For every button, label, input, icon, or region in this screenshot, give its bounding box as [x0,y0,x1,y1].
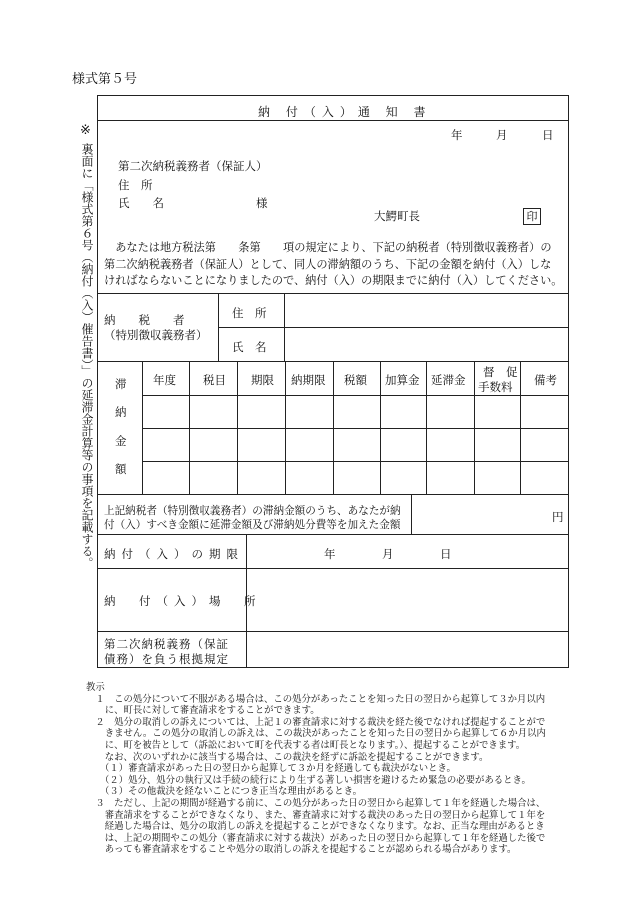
arrears-label-2: 納 [115,405,127,419]
note-mark: ※ [80,123,91,138]
taxpayer-name-label: 氏 名 [232,340,267,354]
col-period: 期限 [251,373,274,387]
amount-line-2: 付（入）すべき金額に延滞金額及び滞納処分費等を加えた金額 [104,519,401,531]
recipient-heading: 第二次納税義務者（保証人） [118,159,268,173]
note-line: （１）審査請求があった日の翌日から起算して３か月を経過しても裁決がないとき。 [86,763,456,775]
deadline-month: 月 [382,547,394,561]
arrears-label-3: 金 [115,434,127,448]
amount-unit: 円 [552,510,564,524]
taxpayer-label: 納 税 者 [104,313,185,327]
body-line-1: あなたは地方税法第 条第 項の規定により、下記の納税者（特別徴収義務者）の [104,241,552,254]
instruction-notes [86,682,566,856]
date-year: 年 [451,128,463,142]
notes-heading: 教示 [86,682,105,693]
note-line: あっても審査請求をすることや処分の取消しの訴えを提起することが認められる場合があります。 [86,844,517,856]
col-reminder-fee: 手数料 [478,380,513,394]
payment-place-label: 納 付（入）場 所 [104,594,262,608]
deadline-label: 納付（入）の期限 [104,547,244,561]
note-line: （３）その他裁決を経ないことにつき正当な理由があるとき。 [86,786,362,798]
col-due-date: 納期限 [291,373,326,387]
deadline-year: 年 [324,547,336,561]
seal-mark: 印 [523,208,541,225]
arrears-label-4: 額 [115,462,127,476]
taxpayer-sublabel: （特別徴収義務者） [104,328,208,342]
col-tax-amount: 税額 [344,373,367,387]
basis-line-2: 債務）を負う根拠規定 [104,652,229,666]
note-line: なお、次のいずれかに該当する場合は、この裁決を経ずに訴訟を提起することができます。 [86,751,489,763]
col-remarks: 備考 [534,373,557,387]
note-line: ２ 処分の取消しの訴えについては、上記１の審査請求に対する裁決を経た後でなければ提起することがで [86,716,546,728]
form-title: 納 付（入）通 知 書 [258,105,432,119]
date-day: 日 [542,128,554,142]
note-line: 経過した場合は、処分の取消しの訴えを提起することができなくなります。なお、正当な理由があるとき [86,821,545,833]
note-line: ３ ただし、上記の期間が経過する前に、この処分があった日の翌日から起算して１年を経過した場合は、 [86,797,546,809]
recipient-name-label: 氏 名 [118,196,164,210]
note-line: に、町長に対して審査請求をすることができます。 [86,705,320,717]
note-line: きません。この処分の取消しの訴えは、この裁決があったことを知った日の翌日から起算して６か月以内 [86,728,546,740]
taxpayer-address-label: 住 所 [232,306,267,320]
side-note: 裏面に「様式第６号（納付（入）催告書）」の延滞金計算等の事項を記載する。 [80,143,94,569]
note-line: は、上記の期間やこの処分（審査請求に対する裁決）があった日の翌日から起算して１年を経過した後で [86,832,546,844]
date-month: 月 [496,128,508,142]
body-line-3: ければならないことになりましたので、納付（入）の期限までに納付（入）してください。 [104,274,563,287]
body-line-2: 第二次納税義務者（保証人）として、同人の滞納額のうち、下記の金額を納付（入）しな [104,258,552,271]
col-tax-item: 税目 [203,373,226,387]
col-reminder: 督 促 [483,365,518,379]
form-number-label: 様式第５号 [72,72,138,87]
recipient-address-label: 住 所 [118,178,153,192]
col-fiscal-year: 年度 [153,373,176,387]
arrears-label-1: 滞 [115,377,127,391]
note-line: （２）処分、処分の執行又は手続の続行により生ずる著しい損害を避けるため緊急の必要があるとき。 [86,774,531,786]
note-line: に、町を被告として（訴訟において町を代表する者は町長となります。）、提起することができます。 [86,739,526,751]
col-surcharge: 加算金 [385,373,420,387]
note-line: １ この処分について不服がある場合は、この処分があったことを知った日の翌日から起算して３か月以内 [86,693,546,705]
issuer-name: 大鰐町長 [374,209,420,223]
basis-line-1: 第二次納税義務（保証 [104,637,229,651]
recipient-honorific: 様 [256,196,268,210]
col-delinquency: 延滞金 [431,373,466,387]
amount-line-1: 上記納税者（特別徴収義務者）の滞納金額のうち、あなたが納 [104,505,401,517]
deadline-day: 日 [440,547,452,561]
notice-form [97,95,569,668]
note-line: 審査請求をすることができなくなり、また、審査請求に対する裁決のあった日の翌日から起算して１年を [86,809,546,821]
